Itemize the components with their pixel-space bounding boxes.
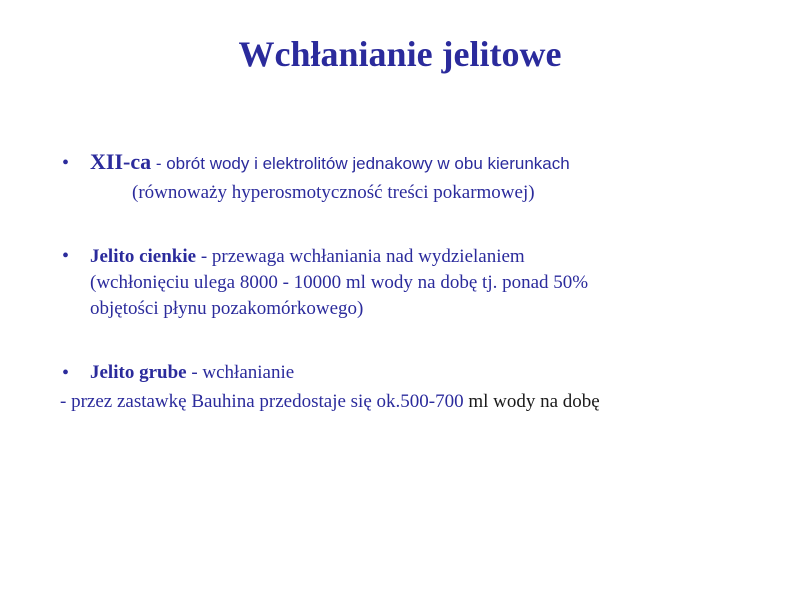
- item-xii-ca-note: (równoważy hyperosmotyczność treści pokarmowej): [132, 182, 535, 203]
- item-jelito-cienkie-line2: (wchłonięciu ulega 8000 - 10000 ml wody na dobę tj. ponad 50%: [90, 272, 589, 293]
- item-jelito-grube: [90, 361, 294, 385]
- item-jelito-cienkie-line3: objętości płynu pozakomórkowego): [90, 298, 364, 319]
- item-xii-ca-term: XII-ca: [90, 149, 152, 174]
- item-jelito-grube-text: - wchłanianie: [186, 362, 295, 383]
- bauhina-line-blue: - przez zastawkę Bauhina przedostaje się ok.500-700: [60, 391, 464, 412]
- bullet-icon: •: [62, 152, 70, 174]
- item-jelito-cienkie-term: Jelito cienkie: [90, 246, 197, 267]
- bullet-icon: •: [62, 362, 70, 384]
- item-jelito-cienkie: [90, 245, 525, 269]
- item-jelito-grube-term: Jelito grube: [90, 362, 187, 383]
- item-jelito-cienkie-text: - przewaga wchłaniania nad wydzielaniem: [196, 246, 525, 267]
- item-xii-ca: [90, 150, 570, 176]
- slide-title: Wchłanianie jelitowe: [238, 34, 562, 74]
- bauhina-line: [60, 390, 600, 414]
- item-xii-ca-text: - obrót wody i elektrolitów jednakowy w obu kierunkach: [151, 154, 570, 173]
- bullet-icon: •: [62, 245, 70, 267]
- bauhina-line-black: ml wody na dobę: [463, 391, 600, 412]
